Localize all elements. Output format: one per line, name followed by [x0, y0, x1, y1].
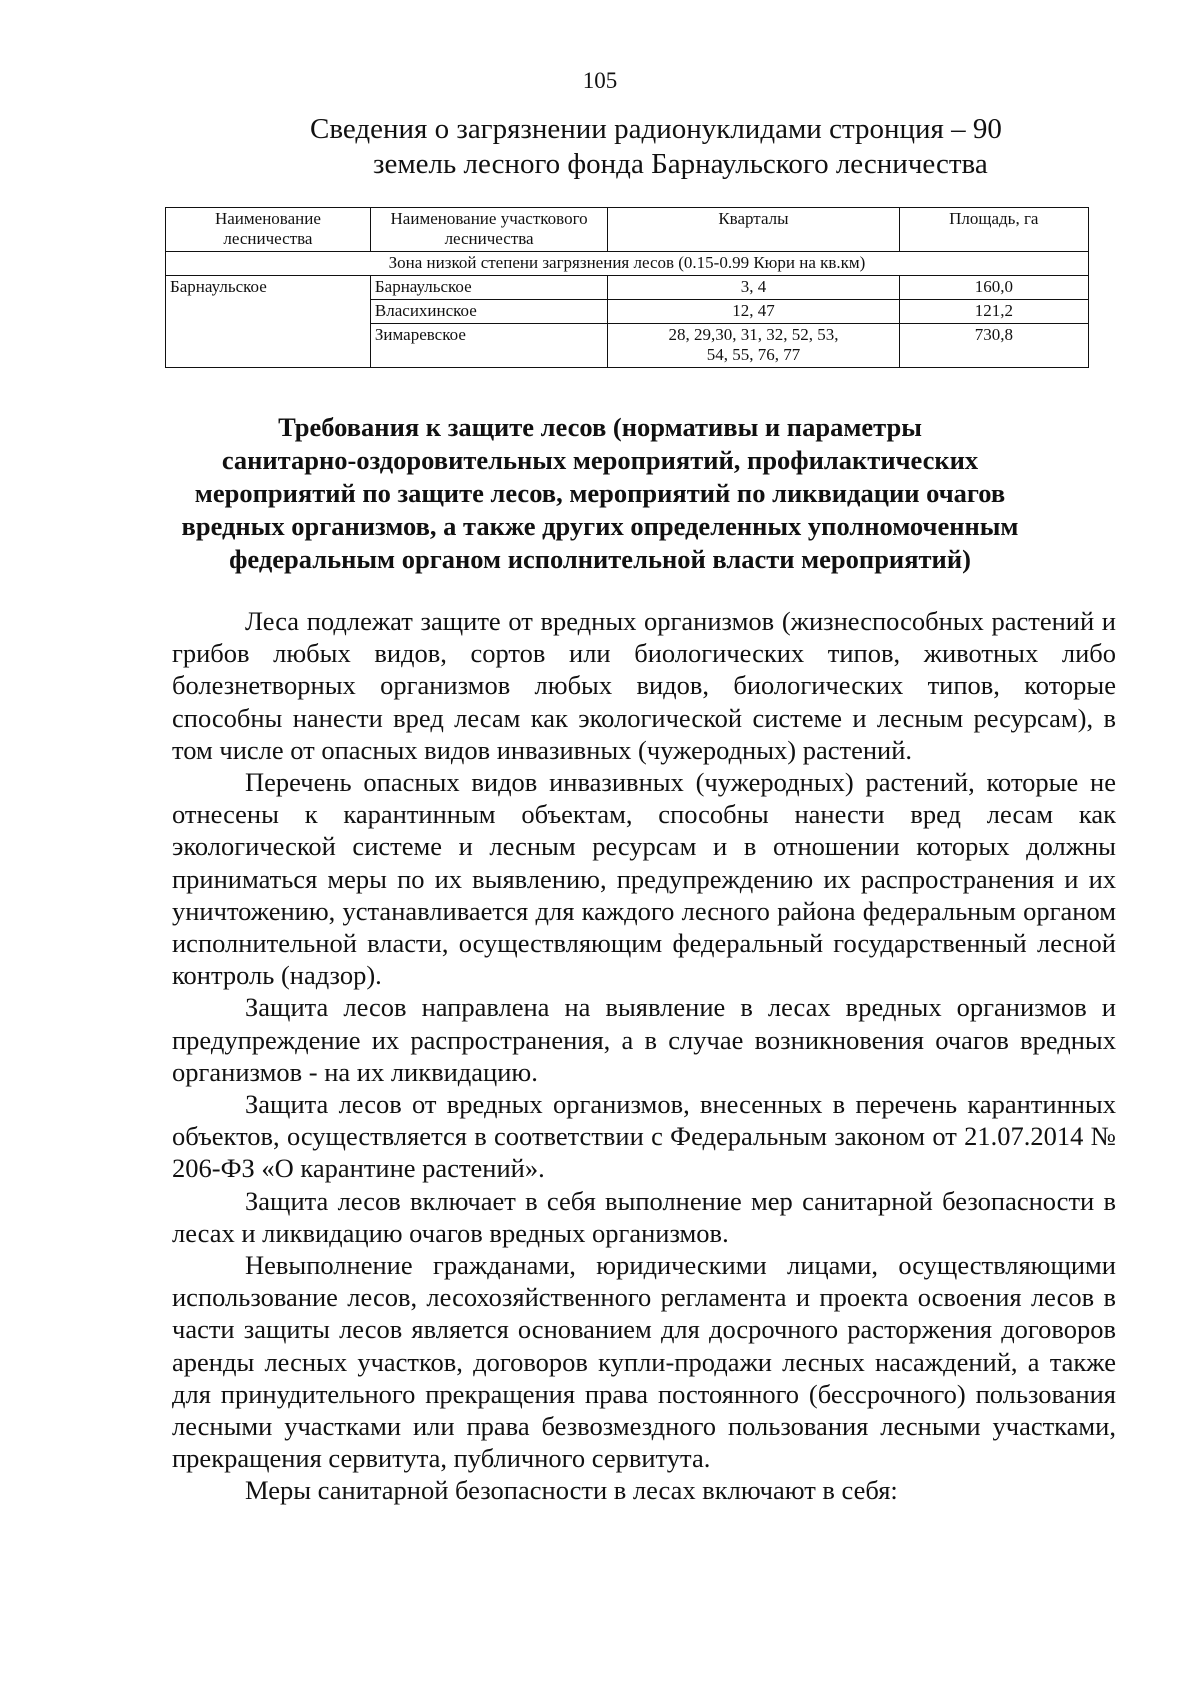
- paragraph: Защита лесов направлена на выявление в лесах вредных организмов и предупреждение их распространения, а в случае возникновения очагов вредных организмов - на их ликвидацию.: [172, 992, 1116, 1087]
- area-cell: 121,2: [899, 300, 1088, 324]
- section-heading-line: санитарно-оздоровительных мероприятий, профилактических: [221, 445, 979, 475]
- area-cell: 730,8: [899, 324, 1088, 368]
- forestry-cell: Барнаульское: [166, 276, 371, 368]
- area-cell: 160,0: [899, 276, 1088, 300]
- header-area: Площадь, га: [899, 208, 1088, 252]
- quarters-cell: 12, 47: [608, 300, 899, 324]
- quarters-cell: 28, 29,30, 31, 32, 52, 53, 54, 55, 76, 77: [608, 324, 899, 368]
- paragraph: Защита лесов включает в себя выполнение мер санитарной безопасности в лесах и ликвидацию очагов вредных организмов.: [172, 1185, 1116, 1248]
- paragraph: Защита лесов от вредных организмов, внесенных в перечень карантинных объектов, осуществляется в соответствии с Федеральным законом от 21.07.2014 № 206-ФЗ «О карантине растений».: [172, 1089, 1116, 1184]
- page-number: 105: [582, 68, 618, 93]
- header-district: Наименование участкового лесничества: [370, 208, 607, 252]
- section-heading-line: мероприятий по защите лесов, мероприятий по ликвидации очагов: [194, 478, 1006, 508]
- quarters-cell: 3, 4: [608, 276, 899, 300]
- table-title-line-2: земель лесного фонда Барнаульского лесничества: [373, 148, 988, 180]
- table-row: [166, 276, 1089, 300]
- table-header-row: [166, 208, 1089, 252]
- section-heading-line: федеральным органом исполнительной власти мероприятий): [229, 544, 971, 574]
- district-cell: Барнаульское: [370, 276, 607, 300]
- district-cell: Власихинское: [370, 300, 607, 324]
- header-quarters: Кварталы: [608, 208, 899, 252]
- section-heading-line: вредных организмов, а также других определенных уполномоченным: [181, 511, 1019, 541]
- contamination-table: [165, 207, 1089, 368]
- paragraph: Невыполнение гражданами, юридическими лицами, осуществляющими использование лесов, лесохозяйственного регламента и проекта освоения лесов в части защиты лесов является основанием для досрочного расторжения договоров аренды лесных участков, договоров купли-продажи лесных насаждений, а также для принудительного прекращения права постоянного (бессрочного) пользования лесными участками или права безвозмездного пользования лесными участками, прекращения сервитута, публичного сервитута.: [172, 1250, 1116, 1474]
- body-text: [172, 605, 1116, 1507]
- section-heading-line: Требования к защите лесов (нормативы и параметры: [278, 412, 922, 442]
- zone-cell: Зона низкой степени загрязнения лесов (0.15-0.99 Кюри на кв.км): [166, 252, 1089, 276]
- paragraph: Меры санитарной безопасности в лесах включают в себя:: [245, 1475, 898, 1506]
- paragraph: Перечень опасных видов инвазивных (чужеродных) растений, которые не отнесены к карантинным объектам, способны нанести вред лесам как экологической системе и лесным ресурсам и в отношении которых должны приниматься меры по их выявлению, предупреждению их распространения и их уничтожению, устанавливается для каждого лесного района федеральным органом исполнительной власти, осуществляющим федеральный государственный лесной контроль (надзор).: [172, 767, 1116, 991]
- section-heading: [150, 411, 1050, 576]
- district-cell: Зимаревское: [370, 324, 607, 368]
- paragraph: Леса подлежат защите от вредных организмов (жизнеспособных растений и грибов любых видов, сортов или биологических типов, животных либо болезнетворных организмов любых видов, биологических типов, которые способны нанести вред лесам как экологической системе и лесным ресурсам), в том числе от опасных видов инвазивных (чужеродных) растений.: [172, 606, 1116, 765]
- header-forestry: Наименование лесничества: [166, 208, 371, 252]
- zone-row: [166, 252, 1089, 276]
- table-title-line-1: Сведения о загрязнении радионуклидами стронция – 90: [310, 113, 1002, 145]
